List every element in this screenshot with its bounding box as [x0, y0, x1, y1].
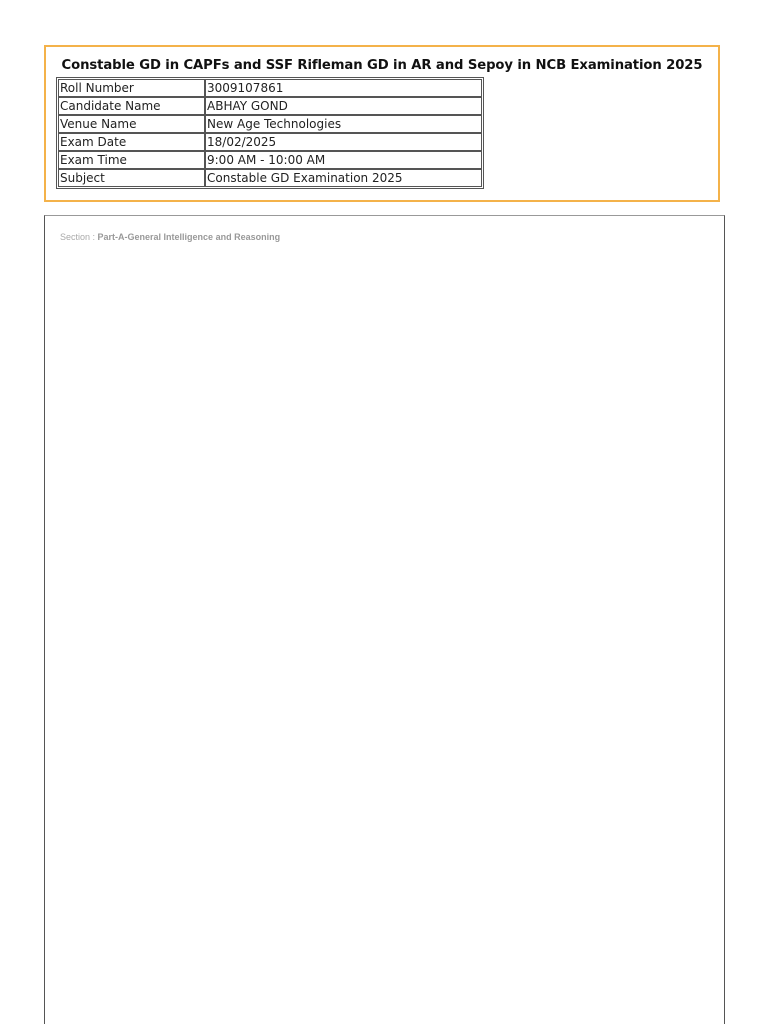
venue-name-label: Venue Name — [58, 115, 205, 133]
subject-value: Constable GD Examination 2025 — [205, 169, 482, 187]
exam-date-label: Exam Date — [58, 133, 205, 151]
candidate-name-label: Candidate Name — [58, 97, 205, 115]
table-row — [58, 115, 482, 133]
exam-title: Constable GD in CAPFs and SSF Rifleman GD in AR and Sepoy in NCB Examination 2025 — [61, 58, 703, 73]
venue-name-value: New Age Technologies — [205, 115, 482, 133]
candidate-info-table — [56, 77, 484, 189]
section-name: Part-A-General Intelligence and Reasoning — [97, 232, 281, 242]
subject-label: Subject — [58, 169, 205, 187]
exam-time-value: 9:00 AM - 10:00 AM — [205, 151, 482, 169]
table-row — [58, 79, 482, 97]
exam-time-label: Exam Time — [58, 151, 205, 169]
section-heading — [60, 232, 280, 242]
table-row — [58, 97, 482, 115]
table-row — [58, 133, 482, 151]
table-row — [58, 169, 482, 187]
candidate-name-value: ABHAY GOND — [205, 97, 482, 115]
table-row — [58, 151, 482, 169]
section-content-panel — [44, 215, 725, 1024]
exam-header-card — [44, 45, 720, 202]
exam-date-value: 18/02/2025 — [205, 133, 482, 151]
section-prefix: Section : — [60, 232, 98, 242]
roll-number-label: Roll Number — [58, 79, 205, 97]
roll-number-value: 3009107861 — [205, 79, 482, 97]
